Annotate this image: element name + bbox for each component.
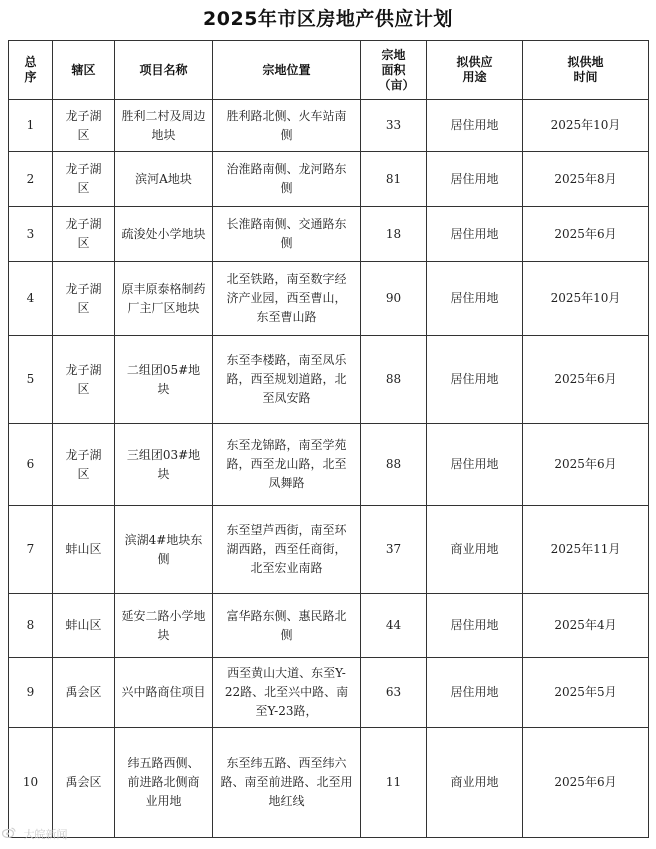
cell-district: 龙子湖区 [53,336,115,424]
header-name: 项目名称 [115,41,213,100]
cell-time: 2025年5月 [523,658,649,728]
cell-location: 东至李楼路，南至凤乐路，西至规划道路，北至凤安路 [213,336,361,424]
cell-name: 纬五路西侧、前进路北侧商业用地 [115,728,213,838]
header-area: 宗地面积（亩） [361,41,427,100]
watermark [2,826,68,842]
cell-time: 2025年10月 [523,100,649,152]
cell-name: 延安二路小学地块 [115,594,213,658]
table-row [9,262,649,336]
cell-name: 胜利二村及周边地块 [115,100,213,152]
cell-name: 滨湖4#地块东侧 [115,506,213,594]
cell-seq: 9 [9,658,53,728]
cell-location: 东至望芦西街，南至环湖西路，西至任商街，北至宏业南路 [213,506,361,594]
cell-time: 2025年6月 [523,728,649,838]
weibo-icon [2,827,16,841]
cell-area: 88 [361,336,427,424]
header-seq: 总序 [9,41,53,100]
table-row [9,506,649,594]
page-title: 2025年市区房地产供应计划 [203,8,453,30]
cell-location: 治淮路南侧、龙河路东侧 [213,152,361,207]
cell-use: 居住用地 [427,594,523,658]
cell-area: 11 [361,728,427,838]
header-district: 辖区 [53,41,115,100]
table-row [9,152,649,207]
cell-location: 东至龙锦路，南至学苑路，西至龙山路，北至凤舞路 [213,424,361,506]
cell-district: 龙子湖区 [53,262,115,336]
cell-district: 龙子湖区 [53,100,115,152]
cell-district: 龙子湖区 [53,207,115,262]
cell-district: 蚌山区 [53,506,115,594]
table-row [9,207,649,262]
cell-area: 90 [361,262,427,336]
table-row [9,424,649,506]
cell-district: 禹会区 [53,658,115,728]
cell-name: 三组团03#地块 [115,424,213,506]
cell-area: 81 [361,152,427,207]
cell-name: 滨河A地块 [115,152,213,207]
cell-time: 2025年11月 [523,506,649,594]
table-row [9,728,649,838]
cell-time: 2025年6月 [523,336,649,424]
watermark-text: 大皖新闻 [23,828,68,841]
cell-district: 龙子湖区 [53,424,115,506]
cell-location: 长淮路南侧、交通路东侧 [213,207,361,262]
header-use: 拟供应用途 [427,41,523,100]
cell-district: 蚌山区 [53,594,115,658]
cell-area: 63 [361,658,427,728]
table-row [9,594,649,658]
cell-seq: 2 [9,152,53,207]
cell-area: 88 [361,424,427,506]
table-row [9,658,649,728]
cell-seq: 10 [9,728,53,838]
cell-name: 疏浚处小学地块 [115,207,213,262]
cell-location: 胜利路北侧、火车站南侧 [213,100,361,152]
cell-time: 2025年6月 [523,424,649,506]
cell-seq: 5 [9,336,53,424]
cell-time: 2025年6月 [523,207,649,262]
cell-seq: 6 [9,424,53,506]
cell-area: 33 [361,100,427,152]
cell-location: 北至铁路，南至数字经济产业园，西至曹山，东至曹山路 [213,262,361,336]
cell-area: 18 [361,207,427,262]
cell-location: 富华路东侧、惠民路北侧 [213,594,361,658]
cell-use: 居住用地 [427,336,523,424]
cell-use: 居住用地 [427,100,523,152]
cell-use: 居住用地 [427,424,523,506]
cell-time: 2025年10月 [523,262,649,336]
cell-use: 居住用地 [427,262,523,336]
cell-area: 44 [361,594,427,658]
cell-use: 居住用地 [427,207,523,262]
cell-seq: 1 [9,100,53,152]
table-row [9,100,649,152]
cell-seq: 4 [9,262,53,336]
cell-time: 2025年8月 [523,152,649,207]
cell-location: 东至纬五路、西至纬六路、南至前进路、北至用地红线 [213,728,361,838]
cell-use: 居住用地 [427,658,523,728]
cell-use: 居住用地 [427,152,523,207]
cell-seq: 8 [9,594,53,658]
cell-use: 商业用地 [427,728,523,838]
cell-seq: 3 [9,207,53,262]
supply-plan-table [8,40,649,838]
cell-district: 龙子湖区 [53,152,115,207]
header-location: 宗地位置 [213,41,361,100]
table-row [9,336,649,424]
cell-location: 西至黄山大道、东至Y-22路、北至兴中路、南至Y-23路， [213,658,361,728]
cell-time: 2025年4月 [523,594,649,658]
cell-district: 禹会区 [53,728,115,838]
cell-area: 37 [361,506,427,594]
cell-name: 原丰原泰格制药厂主厂区地块 [115,262,213,336]
header-time: 拟供地时间 [523,41,649,100]
cell-name: 二组团05#地块 [115,336,213,424]
cell-seq: 7 [9,506,53,594]
cell-name: 兴中路商住项目 [115,658,213,728]
cell-use: 商业用地 [427,506,523,594]
table-header-row [9,41,649,100]
